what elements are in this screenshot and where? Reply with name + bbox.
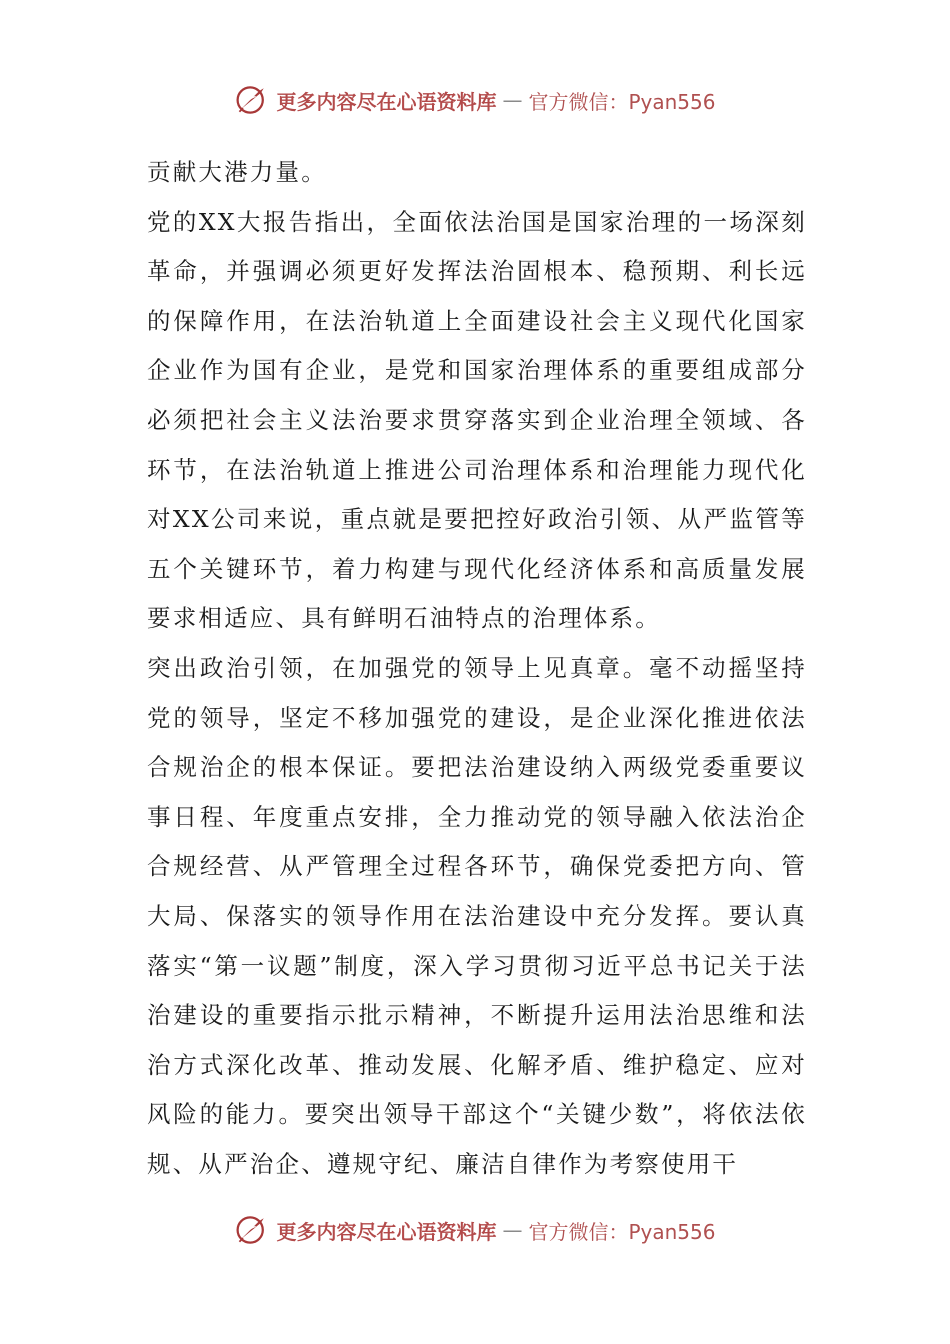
watermark-dash: — (502, 88, 523, 112)
watermark-header (0, 80, 950, 120)
watermark-title: 更多内容尽在心语资料库 (276, 1219, 497, 1244)
watermark-contact: 官方微信：Pyan556 (528, 1219, 716, 1244)
watermark-footer (0, 1210, 950, 1250)
watermark-contact: 官方微信：Pyan556 (528, 89, 716, 114)
document-body (147, 148, 807, 1189)
paragraph-1: 贡献大港力量。 (147, 158, 327, 186)
pen-nib-circle-logo-icon (234, 1212, 270, 1248)
paragraph-3: 突出政治引领，在加强党的领导上见真章。毫不动摇坚持党的领导，坚定不移加强党的建设，是企业深化推进依法合规治企的根本保证。要把法治建设纳入两级党委重要议事日程、年度重点安排，全力推动党的领导融入依法治企合规经营、从严管理全过程各环节，确保党委把方向、管大局、保落实的领导作用在法治建设中充分发挥。要认真落实“第一议题”制度，深入学习贯彻习近平总书记关于法治建设的重要指示批示精神，不断提升运用法治思维和法治方式深化改革、推动发展、化解矛盾、维护稳定、应对风险的能力。要突出领导干部这个“关键少数”，将依法依规、从严治企、遵规守纪、廉洁自律作为考察使用干 (147, 653, 807, 1178)
watermark-dash: — (502, 1218, 523, 1242)
paragraph-2: 党的XX大报告指出，全面依法治国是国家治理的一场深刻革命，并强调必须更好发挥法治固根本、稳预期、利长远的保障作用，在法治轨道上全面建设社会主义现代化国家企业作为国有企业，是党和国家治理体系的重要组成部分必须把社会主义法治要求贯穿落实到企业治理全领域、各环节，在法治轨道上推进公司治理体系和治理能力现代化对XX公司来说，重点就是要把控好政治引领、从严监管等五个关键环节，着力构建与现代化经济体系和高质量发展要求相适应、具有鲜明石油特点的治理体系。 (147, 207, 807, 633)
watermark-title: 更多内容尽在心语资料库 (276, 89, 497, 114)
pen-nib-circle-logo-icon (234, 82, 270, 118)
